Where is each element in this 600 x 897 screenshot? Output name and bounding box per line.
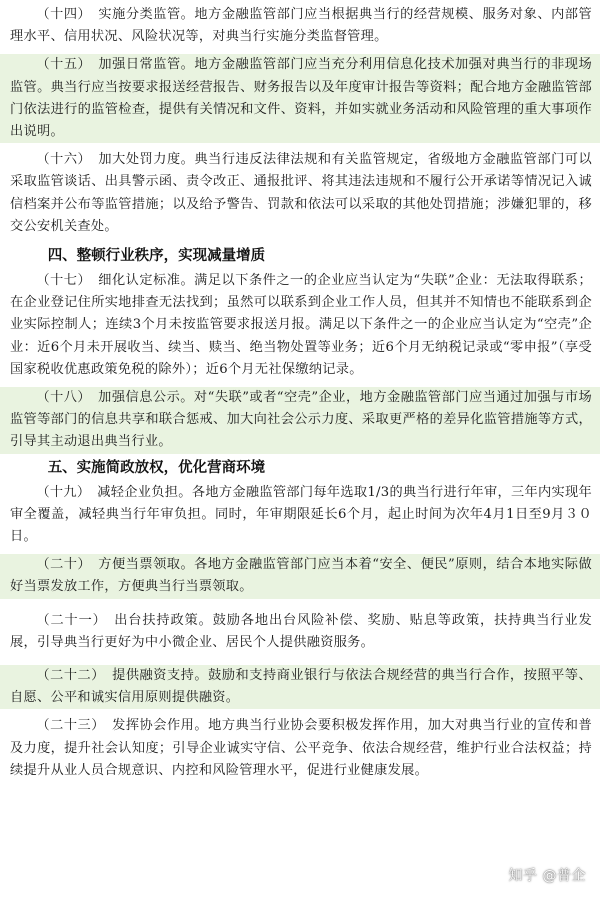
paragraph-20: （二十） 方便当票领取。各地方金融监管部门应当本着“安全、便民”原则，结合本地实际做好当票发放工作，方便典当行当票领取。 [0, 554, 600, 598]
section-heading-4: 四、整顿行业秩序，实现减量增质 [47, 248, 266, 265]
paragraph-15: （十五） 加强日常监管。地方金融监管部门应当充分利用信息化技术加强对典当行的非现场监管。典当行应当按要求报送经营报告、财务报告以及年度审计报告等资料；配合地方金融监管部门依法进行的监管检查，提供有关情况和文件、资料，并如实就业务活动和风险管理的重大事项作出说明。 [0, 54, 600, 143]
paragraph-23: （二十三） 发挥协会作用。地方典当行业协会要积极发挥作用，加大对典当行业的宣传和普及力度，提升社会认知度；引导企业诚实守信、公平竞争、依法合规经营，维护行业合法权益；持续提升从业人员合规意识、内控和风险管理水平，促进行业健康发展。 [10, 718, 592, 778]
paragraph-14: （十四） 实施分类监管。地方金融监管部门应当根据典当行的经营规模、服务对象、内部管理水平、信用状况、风险状况等，对典当行实施分类监督管理。 [10, 7, 592, 45]
section-heading-5: 五、实施简政放权，优化营商环境 [47, 459, 266, 476]
paragraph-21: （二十一） 出台扶持政策。鼓励各地出台风险补偿、奖励、贴息等政策，扶持典当行业发展，引导典当行更好为中小微企业、居民个人提供融资服务。 [10, 612, 592, 650]
paragraph-18: （十八） 加强信息公示。对“失联”或者“空壳”企业，地方金融监管部门应当通过加强与市场监管等部门的信息共享和联合惩戒、加大向社会公示力度、采取更严格的差异化监管措施等方式，引导其主动退出典当行业。 [0, 387, 600, 454]
paragraph-22: （二十二） 提供融资支持。鼓励和支持商业银行与依法合规经营的典当行合作，按照平等、自愿、公平和诚实信用原则提供融资。 [0, 665, 600, 709]
watermark-label: 知乎 @普企 [508, 868, 586, 884]
paragraph-16: （十六） 加大处罚力度。典当行违反法律法规和有关监管规定，省级地方金融监管部门可以采取监管谈话、出具警示函、责令改正、通报批评、将其违法违规和不履行公开承诺等情况记入诚信档案并公布等监管措施；以及给予警告、罚款和依法可以采取的其他处罚措施；涉嫌犯罪的，移交公安机关查处。 [10, 152, 592, 234]
paragraph-19: （十九） 减轻企业负担。各地方金融监管部门每年选取1/3的典当行进行年审，三年内实现年审全覆盖，减轻典当行年审负担。同时，年审期限延长6个月，起止时间为次年4月1日至9月３０日。 [10, 484, 592, 545]
paragraph-17: （十七） 细化认定标准。满足以下条件之一的企业应当认定为“失联”企业：无法取得联系；在企业登记住所实地排查无法找到；虽然可以联系到企业工作人员，但其并不知情也不能联系到企业实际控制人；连续3个月未按监管要求报送月报。满足以下条件之一的企业应当认定为“空壳”企业：近6个月未开展收当、续当、赎当、绝当物处置等业务；近6个月无纳税记录或“零申报”（享受国家税收优惠政策免税的除外）；近6个月无社保缴纳记录。 [10, 273, 592, 377]
